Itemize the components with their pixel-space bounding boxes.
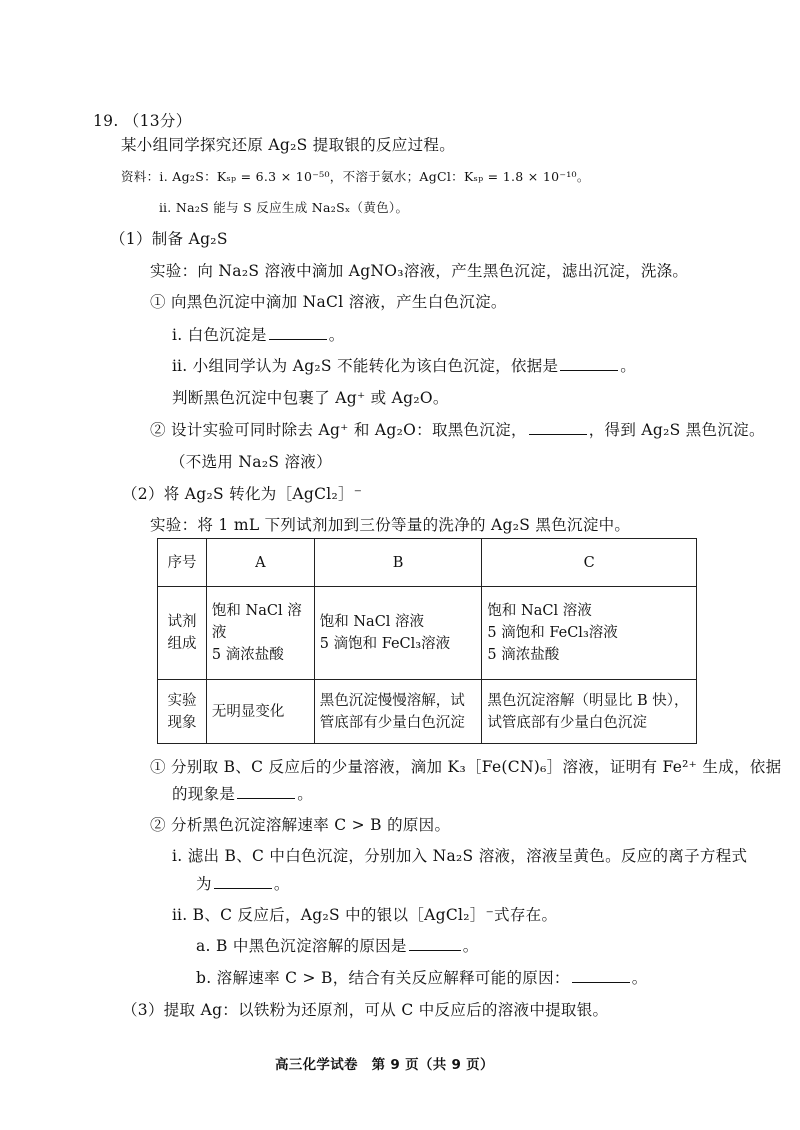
- part1-q1: ① 向黑色沉淀中滴加 NaCl 溶液，产生白色沉淀。: [150, 293, 507, 311]
- row-label-line: 现象: [167, 714, 197, 731]
- answer-blank[interactable]: [572, 968, 630, 983]
- part1-q2-note: （不选用 Na₂S 溶液）: [170, 453, 332, 471]
- part2-q2-ii-a-text: a. B 中黑色沉淀溶解的原因是: [196, 937, 407, 955]
- part2-q2-i-b-text: 为: [196, 875, 212, 893]
- question-intro: 某小组同学探究还原 Ag₂S 提取银的反应过程。: [121, 136, 456, 154]
- reagent-line: 饱和 NaCl 溶液: [487, 603, 592, 619]
- part2-q2-ii-b: [196, 967, 648, 989]
- part1-q1-i-text: ⅰ. 白色沉淀是: [172, 326, 267, 344]
- table-header-cell: C: [482, 539, 697, 587]
- table-row-phenomena: [158, 680, 697, 744]
- part2-q1-a: ① 分别取 B、C 反应后的少量溶液，滴加 K₃［Fe(CN)₆］溶液，证明有 Fe²⁺ 生成，依据: [150, 758, 782, 776]
- part2-experiment: 实验：将 1 mL 下列试剂加到三份等量的洗净的 Ag₂S 黑色沉淀中。: [150, 516, 631, 534]
- answer-blank[interactable]: [560, 356, 618, 371]
- answer-blank[interactable]: [269, 325, 327, 340]
- part1-title: （1）制备 Ag₂S: [110, 230, 228, 248]
- table-header-cell: A: [206, 539, 314, 587]
- row-label-line: 试剂: [167, 614, 197, 630]
- question-header: [93, 110, 192, 132]
- answer-blank[interactable]: [237, 784, 295, 799]
- phenomenon-line: 无明显变化: [211, 703, 285, 720]
- period: 。: [297, 785, 314, 803]
- part1-q2-text-a: ② 设计实验可同时除去 Ag⁺ 和 Ag₂O：取黑色沉淀，: [150, 421, 527, 439]
- reagent-a-cell: [206, 587, 314, 680]
- phenomenon-c-cell: [482, 680, 697, 744]
- reagent-line: 饱和 NaCl 溶液: [319, 614, 425, 630]
- period: 。: [462, 937, 479, 955]
- part2-q1-b-text: 的现象是: [172, 785, 236, 803]
- reagent-b-cell: [314, 587, 482, 680]
- phenomenon-line: 黑色沉淀溶解（明显比 B 快），: [487, 692, 689, 709]
- table-header-cell: 序号: [158, 539, 207, 587]
- phenomenon-line: 试管底部有少量白色沉淀: [487, 714, 647, 731]
- part2-q2-i-a: ⅰ. 滤出 B、C 中白色沉淀，分别加入 Na₂S 溶液，溶液呈黄色。反应的离子方程式: [172, 847, 748, 865]
- part2-q1-b: [172, 783, 313, 805]
- part2-q2-ii-b-text: b. 溶解速率 C > B，结合有关反应解释可能的原因：: [196, 969, 570, 987]
- row-label-line: 组成: [167, 636, 197, 652]
- row-label-line: 实验: [167, 692, 197, 709]
- part2-q2-ii: ⅱ. B、C 反应后，Ag₂S 中的银以［AgCl₂］⁻式存在。: [172, 906, 558, 924]
- question-score: （13分）: [123, 112, 192, 130]
- period: 。: [273, 875, 290, 893]
- part2-q2-ii-a: [196, 935, 479, 957]
- part1-q2: [150, 419, 765, 441]
- part3-text: （3）提取 Ag：以铁粉为还原剂，可从 C 中反应后的溶液中提取银。: [122, 1001, 609, 1019]
- row-label-phenomenon: [158, 680, 207, 744]
- period: 。: [328, 326, 345, 344]
- part1-q1-i: [172, 324, 345, 346]
- phenomenon-a-cell: [206, 680, 314, 744]
- reference-i-text: Ag₂S：Kₛₚ = 6.3 × 10⁻⁵⁰，不溶于氨水；AgCl：Kₛₚ = 1.8 × 10⁻¹⁰。: [172, 169, 590, 184]
- phenomenon-line: 管底部有少量白色沉淀: [319, 714, 465, 731]
- part1-q1-ii: [172, 355, 636, 377]
- table-header-cell: B: [314, 539, 482, 587]
- reagent-line: 饱和 NaCl 溶液: [211, 603, 302, 641]
- reagent-c-cell: [482, 587, 697, 680]
- reference-data-i: [121, 166, 590, 188]
- reagent-line: 5 滴饱和 FeCl₃溶液: [319, 636, 451, 652]
- row-label-reagent: [158, 587, 207, 680]
- answer-blank[interactable]: [214, 874, 272, 889]
- reference-label: 资料：ⅰ.: [121, 169, 168, 184]
- part1-q2-text-b: ，得到 Ag₂S 黑色沉淀。: [588, 421, 765, 439]
- reference-data-ii: ⅱ. Na₂S 能与 S 反应生成 Na₂Sₓ（黄色）。: [159, 200, 409, 215]
- table-row-reagents: [158, 587, 697, 680]
- table-header-row: [158, 539, 697, 587]
- part2-q2: ② 分析黑色沉淀溶解速率 C > B 的原因。: [150, 816, 451, 834]
- part1-experiment: 实验：向 Na₂S 溶液中滴加 AgNO₃溶液，产生黑色沉淀，滤出沉淀，洗涤。: [150, 262, 689, 280]
- reagent-line: 5 滴浓盐酸: [487, 647, 560, 663]
- page-footer: 高三化学试卷 第 9 页（共 9 页）: [275, 1057, 494, 1073]
- phenomenon-b-cell: [314, 680, 482, 744]
- answer-blank[interactable]: [409, 936, 461, 951]
- period: 。: [631, 969, 648, 987]
- reagent-line: 5 滴浓盐酸: [211, 647, 284, 663]
- part1-judge: 判断黑色沉淀中包裹了 Ag⁺ 或 Ag₂O。: [172, 389, 449, 407]
- experiment-table: [157, 538, 697, 744]
- part2-q2-i-b: [196, 873, 290, 895]
- question-number: 19.: [93, 112, 119, 130]
- reagent-line: 5 滴饱和 FeCl₃溶液: [487, 625, 618, 641]
- period: 。: [620, 357, 637, 375]
- part1-q1-ii-text: ⅱ. 小组同学认为 Ag₂S 不能转化为该白色沉淀，依据是: [172, 357, 559, 375]
- phenomenon-line: 黑色沉淀慢慢溶解，试: [319, 692, 465, 709]
- answer-blank[interactable]: [529, 420, 587, 435]
- part2-title: （2）将 Ag₂S 转化为［AgCl₂］⁻: [122, 485, 363, 503]
